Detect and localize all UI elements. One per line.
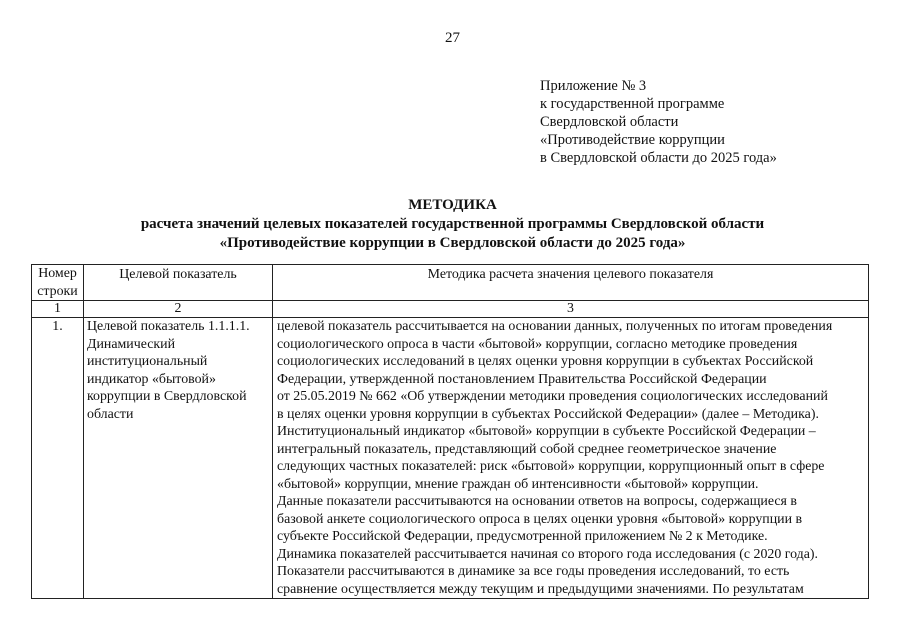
indicator-line: Целевой показатель 1.1.1.1. [87,319,250,334]
title-heading: МЕТОДИКА [408,197,497,213]
header-row-number: Номер строки [32,265,84,301]
methodology-table [31,264,869,599]
method-line: социологических исследований в целях оценки уровня коррупции в субъектах Российской [277,354,814,369]
column-number: 2 [84,301,273,318]
indicator-line: коррупции в Свердловской [87,389,247,404]
method-line: Данные показатели рассчитываются на основании ответов на вопросы, содержащиеся в [277,494,797,509]
indicator-line: области [87,406,134,422]
method-line: социологического опроса в части «бытовой» коррупции, согласно методике проведения [277,336,798,352]
method-line: сравнение осуществляется между текущим и предыдущими значениями. По результатам [277,581,804,597]
header-indicator: Целевой показатель [84,265,273,301]
appendix-line: к государственной программе [540,96,725,112]
method-line: Институциональный индикатор «бытовой» коррупции в субъекте Российской Федерации – [277,424,816,439]
column-number: 1 [32,301,84,318]
appendix-line: Свердловской области [540,114,679,130]
document-title [0,196,905,253]
appendix-line: «Противодействие коррупции [540,132,725,148]
indicator-cell [84,318,273,599]
method-line: следующих частных показателей: риск «бытовой» коррупции, коррупционный опыт в сфере [277,459,825,474]
method-cell [273,318,869,599]
title-subtitle: расчета значений целевых показателей государственной программы Свердловской области [140,216,765,232]
method-line: субъекте Российской Федерации, предусмотренной приложением № 2 к Методике. [277,529,768,544]
table-header-row [32,265,869,301]
header-method: Методика расчета значения целевого показателя [273,265,869,301]
title-program-name: «Противодействие коррупции в Свердловской области до 2025 года» [219,235,686,251]
method-line: целевой показатель рассчитывается на основании данных, полученных по итогам проведения [277,319,833,334]
method-line: от 25.05.2019 № 662 «Об утверждении методики проведения социологических исследований [277,389,828,404]
method-line: базовой анкете социологического опроса в целях оценки уровня «бытовой» коррупции в [277,511,803,527]
column-numbers-row [32,301,869,318]
indicator-line: Динамический [87,336,176,352]
method-line: «бытовой» коррупции, мнение граждан об интенсивности «бытовой» коррупции. [277,476,759,492]
appendix-line: в Свердловской области до 2025 года» [540,150,777,166]
method-line: в целях оценки уровня коррупции в субъектах Российской Федерации» (далее – Методика). [277,406,819,422]
page-number: 27 [445,30,460,46]
appendix-line: Приложение № 3 [540,78,647,94]
method-line: Динамика показателей рассчитывается начиная со второго года исследования (с 2020 года). [277,546,818,562]
method-line: Показатели рассчитываются в динамике за все годы проведения исследований, то есть [277,564,790,579]
method-line: интегральный показатель, представляющий собой среднее геометрическое значение [277,441,777,457]
row-number: 1. [32,318,84,599]
column-number: 3 [273,301,869,318]
table-row [32,318,869,599]
appendix-note [540,77,880,167]
indicator-line: институциональный [87,354,208,369]
indicator-line: индикатор «бытовой» [87,371,216,387]
method-line: Федерации, утвержденной постановлением Правительства Российской Федерации [277,371,767,387]
